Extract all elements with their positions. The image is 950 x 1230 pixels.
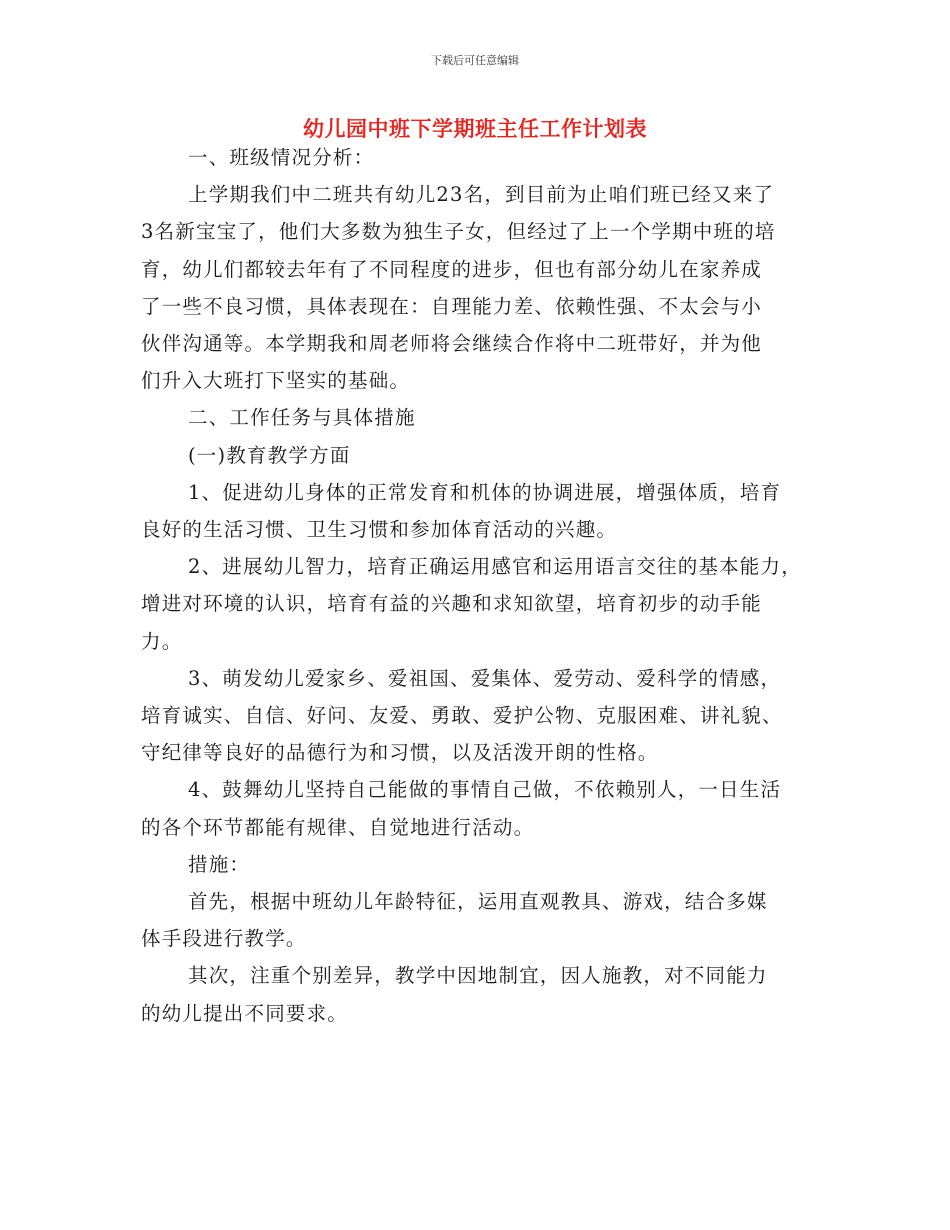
section-heading-tasks-measures: 二、工作任务与具体措施 [188,406,416,430]
paragraph-line: 伙伴沟通等。本学期我和周老师将会继续合作将中二班带好，并为他 [141,332,763,356]
paragraph-line: 上学期我们中二班共有幼儿23名，到目前为止咱们班已经又来了 [188,183,775,207]
paragraph-line: 的幼儿提出不同要求。 [141,1001,349,1025]
list-item-line: 的各个环节都能有规律、自觉地进行活动。 [141,815,535,839]
section-heading-class-analysis: 一、班级情况分析： [188,146,375,169]
list-item-line: 3、萌发幼儿爱家乡、爱祖国、爱集体、爱劳动、爱科学的情感， [188,666,782,690]
paragraph-line: 首先，根据中班幼儿年龄特征，运用直观教具、游戏，结合多媒 [188,890,768,914]
list-item-line: 良好的生活习惯、卫生习惯和参加体育活动的兴趣。 [141,518,618,542]
list-item-line: 培育诚实、自信、好问、友爱、勇敢、爱护公物、克服困难、讲礼貌、 [141,704,783,728]
page-header-note: 下载后可任意编辑 [431,54,519,67]
list-item-line: 4、鼓舞幼儿坚持自己能做的事情自己做，不依赖别人，一日生活 [188,778,782,802]
paragraph-line: 们升入大班打下坚实的基础。 [141,369,411,393]
list-item-line: 1、促进幼儿身体的正常发育和机体的协调进展，增强体质，培育 [188,480,782,504]
paragraph-line: 其次，注重个别差异，教学中因地制宜，因人施教，对不同能力 [188,964,768,988]
document-body [141,139,821,1032]
measures-heading: 措施： [188,852,251,876]
list-item-line: 守纪律等良好的品德行为和习惯，以及活泼开朗的性格。 [141,741,659,765]
paragraph-line: 了一些不良习惯，具体表现在：自理能力差、依赖性强、不太会与小 [141,294,763,318]
paragraph-line: 育，幼儿们都较去年有了不同程度的进步，但也有部分幼儿在家养成 [141,257,763,281]
paragraph-line: 3名新宝宝了，他们大多数为独生子女，但经过了上一个学期中班的培 [141,220,776,244]
list-item-line: 力。 [141,629,183,653]
list-item-line: 2、进展幼儿智力，培育正确运用感官和运用语言交往的基本能力， [188,555,802,579]
document-title: 幼儿园中班下学期班主任工作计划表 [303,116,647,141]
paragraph-line: 体手段进行教学。 [141,927,307,951]
list-item-line: 增进对环境的认识，培育有益的兴趣和求知欲望，培育初步的动手能 [141,592,763,616]
subsection-heading-education: (一)教育教学方面 [188,443,351,467]
